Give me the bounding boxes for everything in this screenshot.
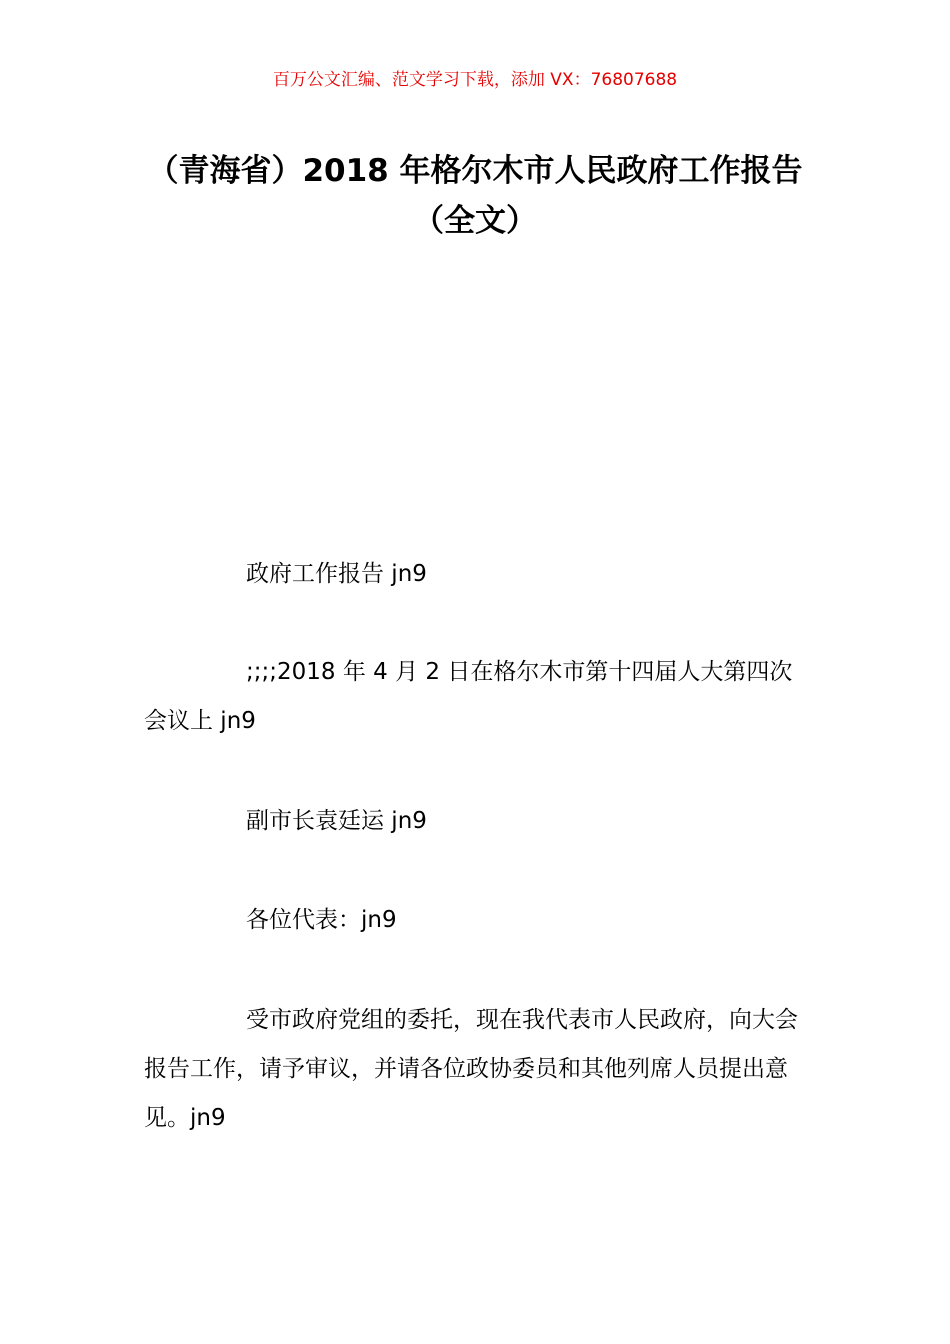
paragraph-body-intro: 受市政府党组的委托，现在我代表市人民政府，向大会报告工作，请予审议，并请各位政协委员和其他列席人员提出意见。jn9 [144,1007,798,1131]
paragraph-meeting-date: ;;;;2018 年 4 月 2 日在格尔木市第十四届人大第四次会议上 jn9 [144,659,793,734]
document-title: （青海省）2018 年格尔木市人民政府工作报告（全文） [147,153,803,239]
header-note: 百万公文汇编、范文学习下载，添加 VX：76807688 [272,70,678,90]
paragraph-report-heading: 政府工作报告 jn9 [246,561,427,587]
paragraph-speaker: 副市长袁廷运 jn9 [246,808,427,834]
paragraph-salutation: 各位代表：jn9 [246,907,397,933]
